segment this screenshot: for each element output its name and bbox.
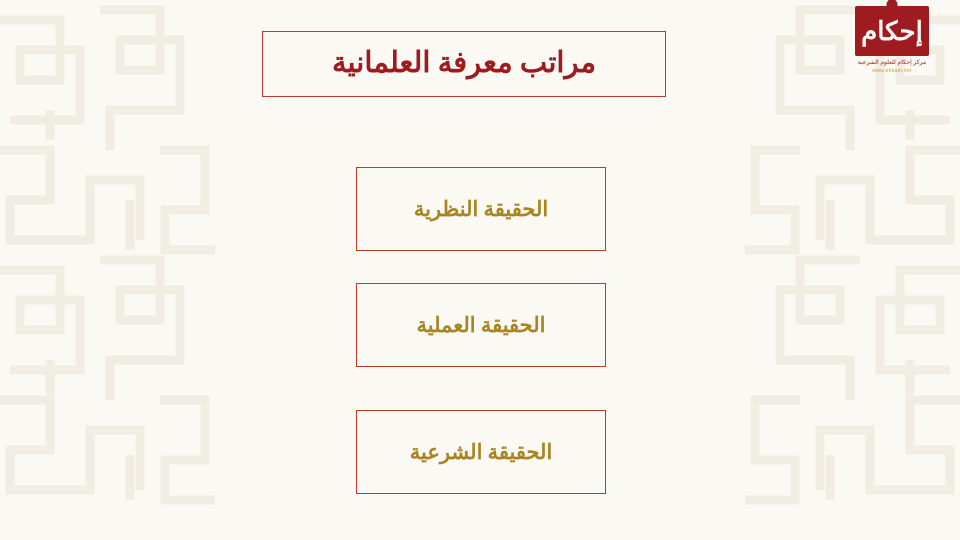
logo-mark-text: إحكام [861, 16, 923, 46]
brand-logo [840, 6, 944, 74]
slide-title-box [262, 31, 666, 97]
diagram-node-3-label: الحقيقة الشرعية [409, 439, 553, 464]
kufic-pattern-left-decoration [0, 0, 220, 540]
diagram-node-2 [356, 283, 606, 367]
diagram-node-1-label: الحقيقة النظرية [413, 196, 549, 221]
logo-subtitle: مركز إحكام للعلوم الشرعية [857, 60, 927, 66]
logo-url: www.ehkam.net [872, 68, 912, 74]
diagram-node-1 [356, 167, 606, 251]
page-title: مراتب معرفة العلمانية [331, 47, 597, 80]
diagram-node-2-label: الحقيقة العملية [416, 312, 546, 337]
diagram-node-3 [356, 410, 606, 494]
dome-icon [887, 0, 898, 10]
kufic-pattern-right-decoration [740, 0, 960, 540]
logo-mark-icon [855, 6, 929, 56]
